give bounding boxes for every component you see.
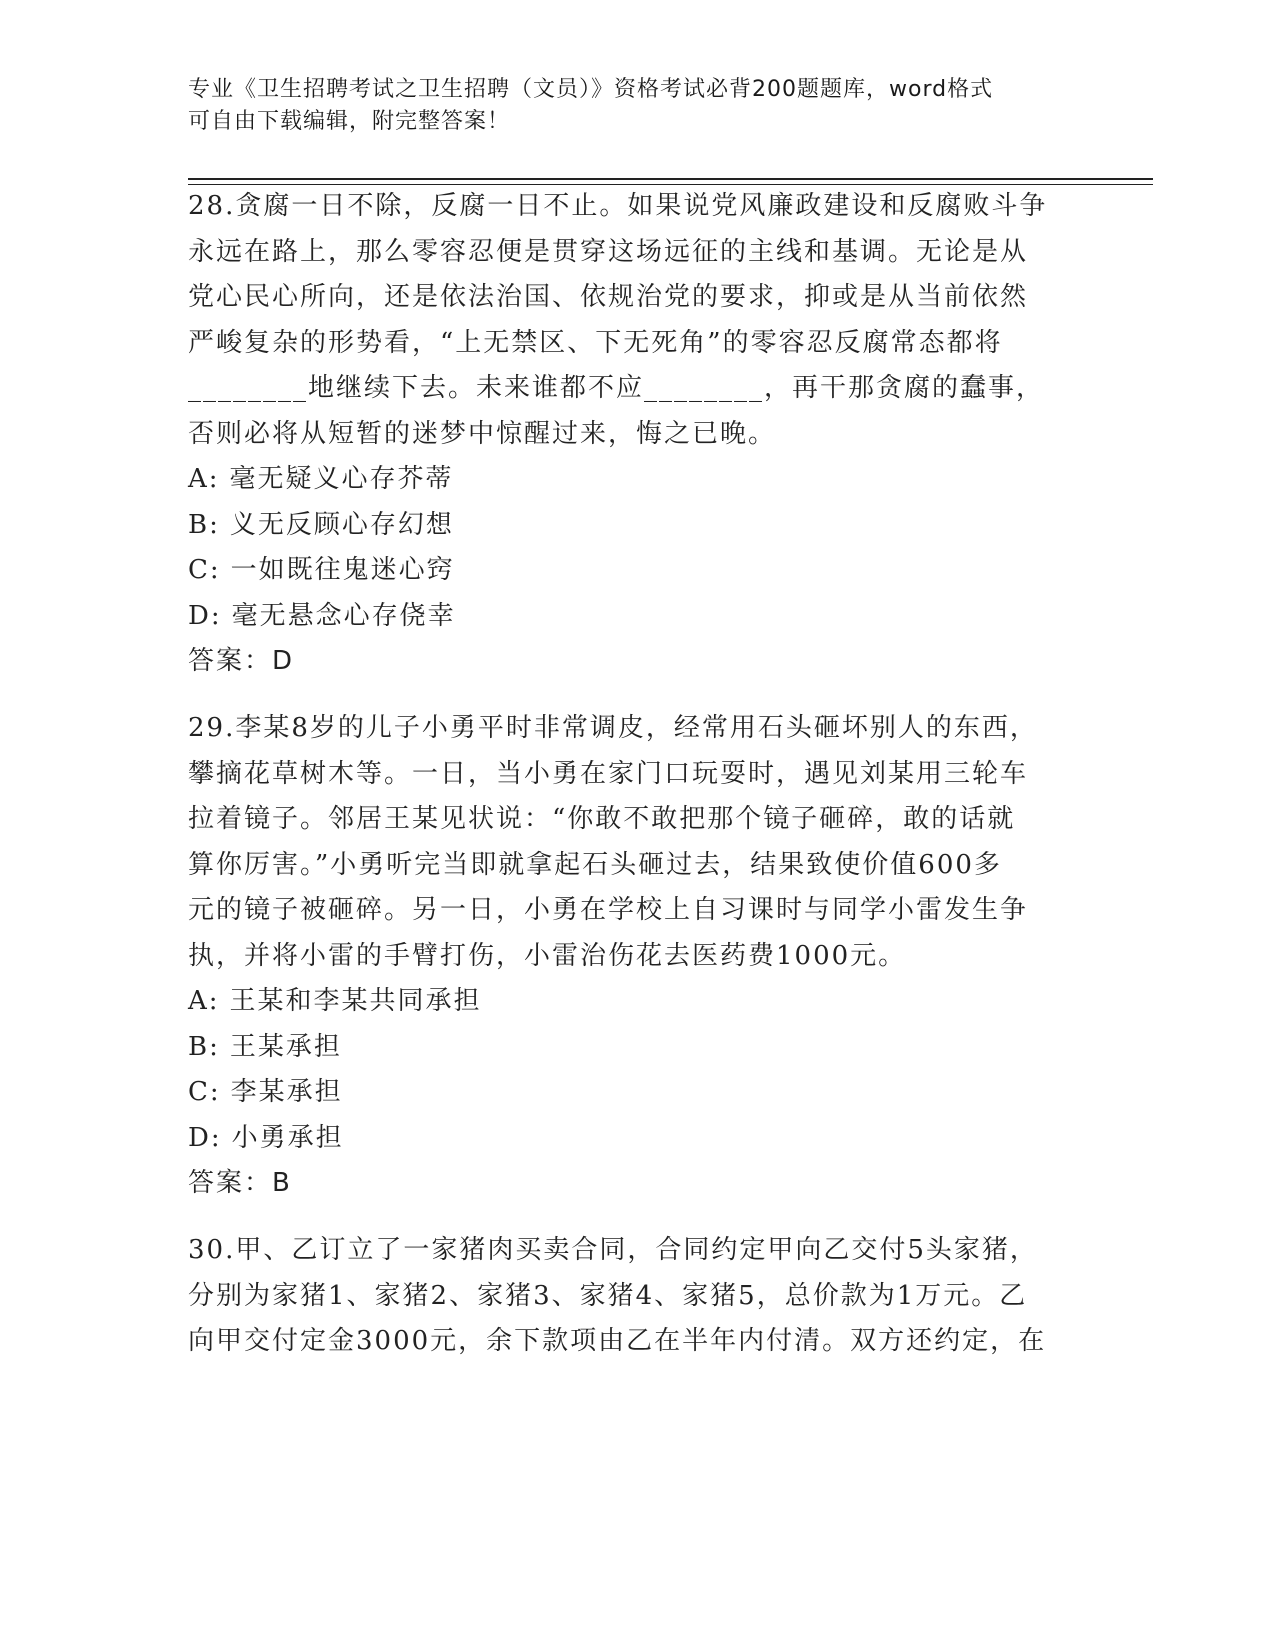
question-line: 拉着镜子。邻居王某见状说：“你敢不敢把那个镜子砸碎，敢的话就	[188, 804, 1016, 834]
option-letter: B:	[188, 509, 220, 540]
option-text: 毫无悬念心存侥幸	[231, 600, 456, 631]
question-line: 否则必将从短暂的迷梦中惊醒过来，悔之已晚。	[188, 418, 777, 449]
question-line: 党心民心所向，还是依法治国、依规治党的要求，抑或是从当前依然	[188, 282, 1029, 312]
question-line: 28.贪腐一日不除，反腐一日不止。如果说党风廉政建设和反腐败斗争	[188, 191, 1048, 221]
option-text: 小勇承担	[231, 1122, 344, 1153]
question-28	[188, 184, 1078, 685]
option-b	[188, 503, 1078, 549]
header-line-1: 专业《卫生招聘考试之卫生招聘（文员）》资格考试必背200题题库，word格式	[188, 77, 994, 102]
option-text: 王某和李某共同承担	[229, 986, 482, 1016]
option-c	[188, 548, 1078, 594]
option-letter: D:	[188, 600, 222, 631]
question-line: 算你厉害。”小勇听完当即就拿起石头砸过去，结果致使价值600多	[188, 849, 1002, 880]
question-line: 29.李某8岁的儿子小勇平时非常调皮，经常用石头砸坏别人的东西，	[188, 713, 1038, 743]
option-text: 义无反顾心存幻想	[229, 509, 454, 540]
question-line: ________地继续下去。未来谁都不应________，再干那贪腐的蠢事，	[188, 373, 1045, 403]
question-line: 严峻复杂的形势看，“上无禁区、下无死角”的零容忍反腐常态都将	[188, 327, 1003, 358]
answer-line: 答案：B	[188, 1168, 292, 1198]
question-line: 元的镜子被砸碎。另一日，小勇在学校上自习课时与同学小雷发生争	[188, 895, 1029, 925]
option-letter: D:	[188, 1122, 222, 1153]
question-line: 30.甲、乙订立了一家猪肉买卖合同，合同约定甲向乙交付5头家猪，	[188, 1235, 1038, 1265]
header-line-2: 可自由下载编辑，附完整答案！	[188, 109, 511, 134]
option-letter: A:	[188, 464, 220, 494]
option-a	[188, 979, 1078, 1025]
option-text: 一如既往鬼迷心窍	[230, 555, 455, 585]
answer-line: 答案：D	[188, 646, 295, 676]
option-a	[188, 457, 1078, 503]
question-line: 向甲交付定金3000元，余下款项由乙在半年内付清。双方还约定，在	[188, 1326, 1047, 1356]
option-d	[188, 594, 1078, 640]
option-d	[188, 1116, 1078, 1162]
header-divider-thick	[188, 178, 1153, 180]
option-b	[188, 1025, 1078, 1071]
option-text: 毫无疑义心存芥蒂	[229, 464, 454, 494]
option-letter: B:	[188, 1031, 220, 1062]
question-line: 执，并将小雷的手臂打伤，小雷治伤花去医药费1000元。	[188, 940, 907, 971]
question-line: 永远在路上，那么零容忍便是贯穿这场远征的主线和基调。无论是从	[188, 236, 1029, 267]
question-29	[188, 706, 1078, 1207]
question-line: 分别为家猪1、家猪2、家猪3、家猪4、家猪5，总价款为1万元。乙	[188, 1280, 1028, 1311]
option-letter: A:	[188, 986, 220, 1016]
question-30	[188, 1228, 1078, 1365]
option-c	[188, 1070, 1078, 1116]
option-letter: C:	[188, 555, 221, 585]
document-header	[188, 74, 1088, 138]
option-text: 王某承担	[229, 1031, 342, 1062]
option-text: 李某承担	[230, 1077, 343, 1107]
question-line: 攀摘花草树木等。一日，当小勇在家门口玩耍时，遇见刘某用三轮车	[188, 758, 1029, 789]
option-letter: C:	[188, 1077, 221, 1107]
